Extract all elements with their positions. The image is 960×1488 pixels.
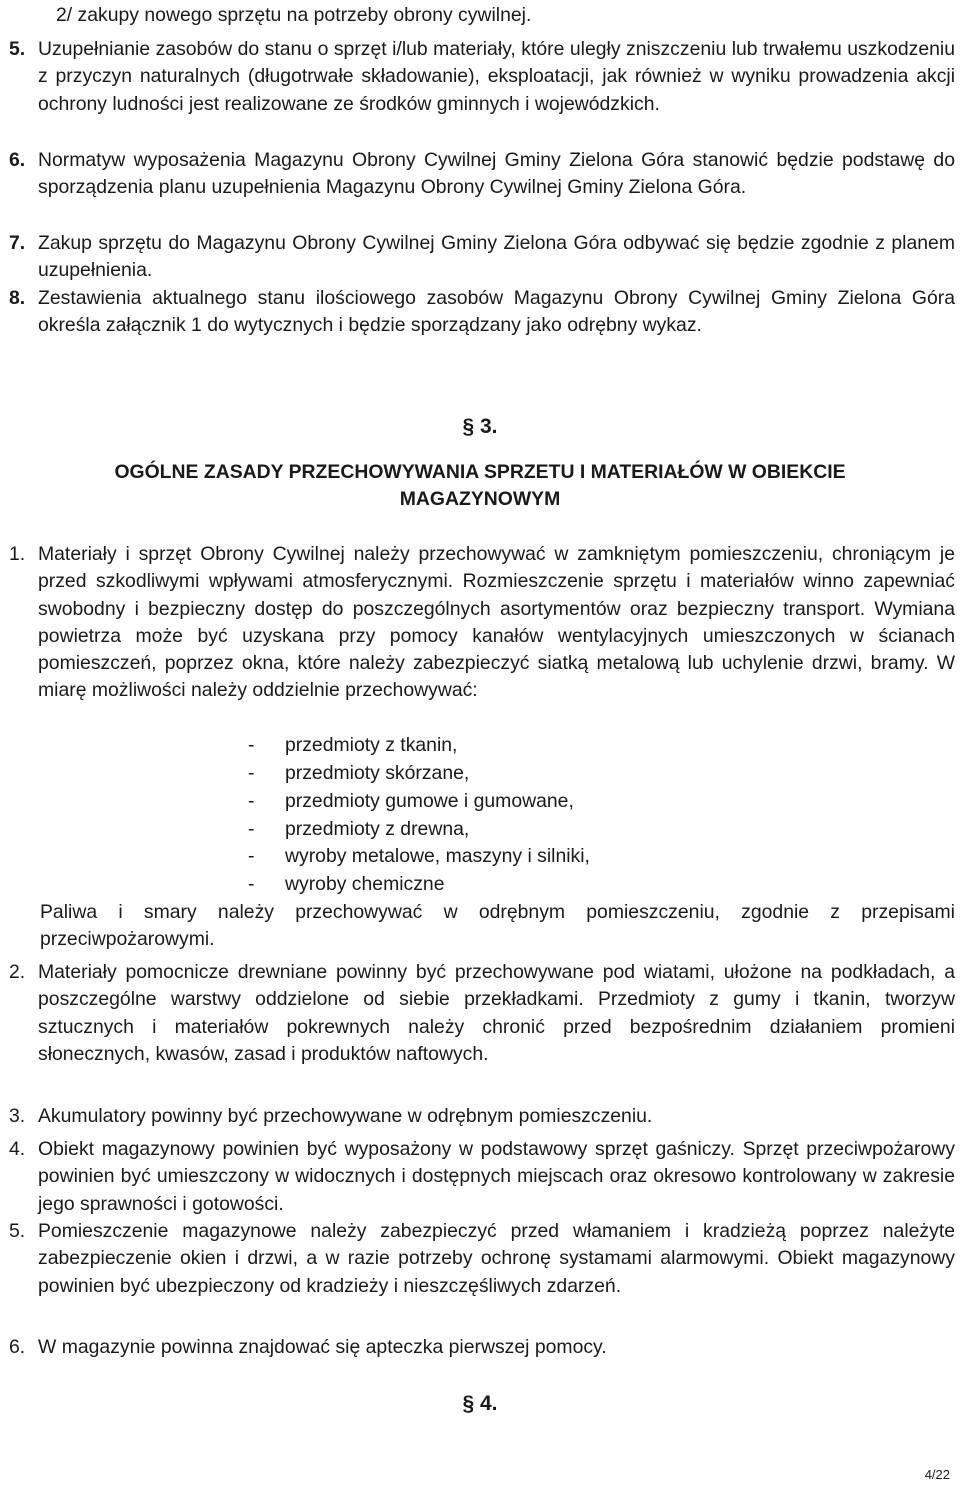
paragraph: Zestawienia aktualnego stanu ilościowego zasobów Magazynu Obrony Cywilnej Gminy Zielona Góra określa załącznik 1 do wytycznych i będzie sporządzany jako odrębny wykaz. [38,287,955,337]
list-item: - przedmioty z drewna, [248,818,470,840]
section-heading: § 4. [462,1392,498,1415]
list-item: - przedmioty skórzane, [248,762,470,784]
section-title: OGÓLNE ZASADY PRZECHOWYWANIA SPRZETU I MATERIAŁÓW W OBIEKCIE [114,461,846,483]
item-number: 7. [9,232,26,254]
item-number: 5. [9,38,26,60]
paragraph: Materiały i sprzęt Obrony Cywilnej należy przechowywać w zamkniętym pomieszczeniu, chroniącym je przed szkodliwymi wpływami atmosferycznymi. Rozmieszczenie sprzętu i materiałów winno zapewniać swobodny i bezpieczny dostęp do poszczególnych asortymentów oraz bezpieczny transport. Wymiana powietrza może być uzyskana przy pomocy kanałów wentylacyjnych umieszczonych w ścianach pomieszczeń, poprzez okna, które należy zabezpieczyć siatką metalową lub uchylenie drzwi, bramy. W miarę możliwości należy oddzielnie przechowywać: [38,543,955,702]
list-item: - wyroby metalowe, maszyny i silniki, [248,845,590,867]
item-number: 6. [9,1336,26,1358]
paragraph: Pomieszczenie magazynowe należy zabezpieczyć przed włamaniem i kradzieżą poprzez należyte zabezpieczenie okien i drzwi, a w razie potrzeby ochronę systamami alarmowymi. Obiekt magazynowy powinien być ubezpieczony od kradzieży i nieszczęśliwych zdarzeń. [38,1220,955,1297]
paragraph: Akumulatory powinny być przechowywane w odrębnym pomieszczeniu. [38,1105,653,1127]
list-item: - przedmioty z tkanin, [248,734,458,756]
paragraph: Materiały pomocnicze drewniane powinny być przechowywane pod wiatami, ułożone na podkładach, a poszczególne warstwy oddzielone od siebie przekładkami. Przedmioty z gumy i tkanin, tworzyw sztucznych i materiałów pokrewnych należy chronić przed bezpośrednim działaniem promieni słonecznych, kwasów, zasad i produktów naftowych. [38,961,955,1065]
paragraph: Normatyw wyposażenia Magazynu Obrony Cywilnej Gminy Zielona Góra stanowić będzie podstawę do sporządzenia planu uzupełnienia Magazynu Obrony Cywilnej Gminy Zielona Góra. [38,149,955,199]
list-item: - wyroby chemiczne [248,873,445,895]
paragraph: Paliwa i smary należy przechowywać w odrębnym pomieszczeniu, zgodnie z przepisami przeciwpożarowymi. [40,901,955,951]
paragraph: Zakup sprzętu do Magazynu Obrony Cywilnej Gminy Zielona Góra odbywać się będzie zgodnie z planem uzupełnienia. [38,232,955,282]
item-number: 8. [9,287,26,309]
section-heading: § 3. [462,415,498,438]
paragraph: Obiekt magazynowy powinien być wyposażony w podstawowy sprzęt gaśniczy. Sprzęt przeciwpożarowy powinien być umieszczony w widocznych i dostępnych miejscach oraz okresowo kontrolowany w zakresie jego sprawności i gotowości. [38,1138,955,1215]
list-item: - przedmioty gumowe i gumowane, [248,790,574,812]
section-title: MAGAZYNOWYM [399,488,561,510]
item-number: 1. [9,543,26,565]
item-number: 2. [9,961,26,983]
item-number: 6. [9,149,26,171]
intro-line: 2/ zakupy nowego sprzętu na potrzeby obrony cywilnej. [56,4,532,26]
paragraph: Uzupełnianie zasobów do stanu o sprzęt i/lub materiały, które uległy zniszczeniu lub trwałemu uszkodzeniu z przyczyn naturalnych (długotrwałe składowanie), eksploatacji, jak również w wyniku prowadzenia akcji ochrony ludności jest realizowane ze środków gminnych i wojewódzkich. [38,38,955,115]
item-number: 4. [9,1138,26,1160]
paragraph: W magazynie powinna znajdować się apteczka pierwszej pomocy. [38,1336,607,1358]
page-number: 4/22 [924,1467,950,1482]
item-number: 5. [9,1220,26,1242]
item-number: 3. [9,1105,26,1127]
